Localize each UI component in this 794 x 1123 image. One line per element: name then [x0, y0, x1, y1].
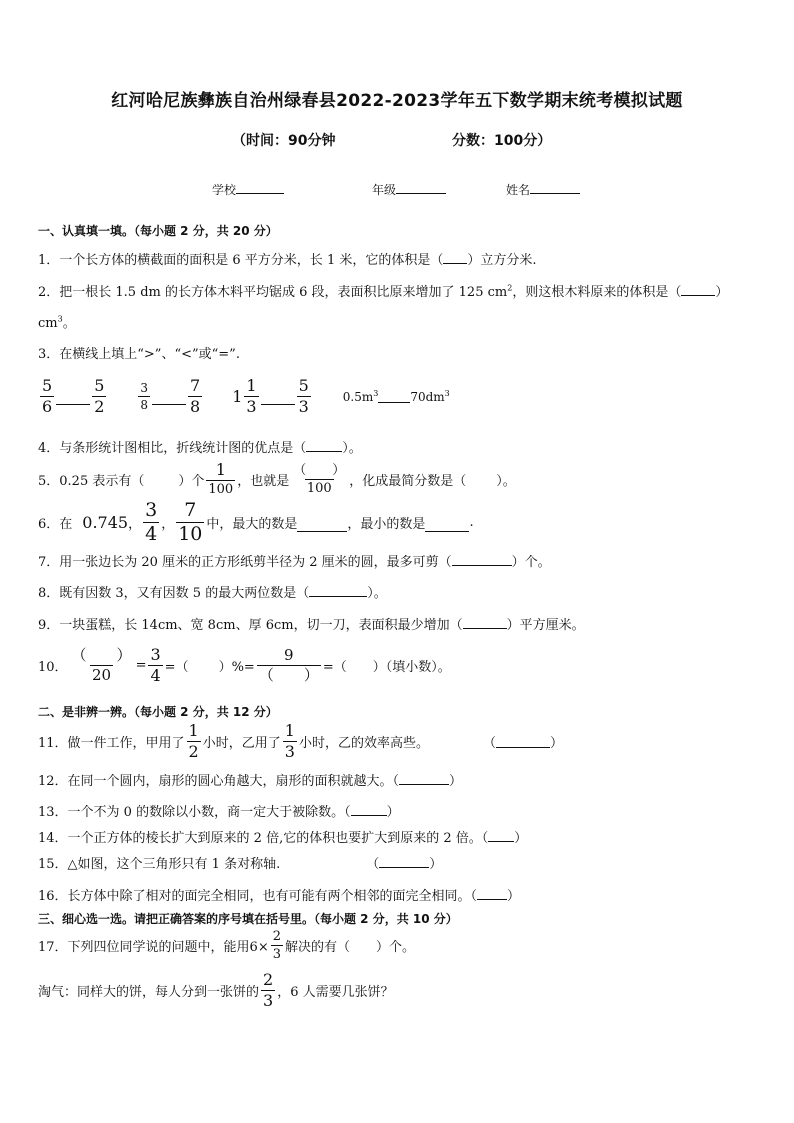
volume-a: $0.5m^3$: [342, 389, 379, 404]
fraction: $\frac{1}{100}$: [208, 460, 234, 497]
name-blank[interactable]: [530, 182, 580, 194]
school-label: 学校: [212, 183, 237, 197]
fraction: $\frac{3}{8}$: [140, 381, 149, 412]
fraction: $\frac{2}{3}$: [272, 929, 281, 962]
fraction: $\frac{5}{6}$: [42, 376, 53, 416]
decimal-value: 0.745: [82, 513, 129, 532]
question-9: 9．一块蛋糕，长 14cm、宽 8cm、厚 6cm，切一刀，表面积最少增加（ ）平方厘米。: [38, 618, 585, 633]
fraction: $\frac{( )}{100}$: [293, 462, 346, 496]
compare-blank[interactable]: [56, 393, 90, 405]
fraction: $\frac{7}{8}$: [190, 376, 201, 416]
fraction: $\frac{1}{3}$: [246, 376, 257, 416]
fraction: $\frac{1}{2}$: [188, 721, 199, 761]
grade-label: 年级: [372, 183, 397, 197]
page-title: 红河哈尼族彝族自治州绿春县2022-2023学年五下数学期末统考模拟试题: [111, 91, 683, 111]
answer-blank[interactable]: [379, 856, 429, 868]
compare-blank[interactable]: [378, 391, 410, 403]
exam-score: 分数：100分）: [452, 133, 552, 149]
whole-number: 1: [232, 387, 243, 406]
question-17: 17．下列四位同学说的问题中，能用6× $\frac{2}{3}$ 解决的有（ ）个。: [38, 929, 416, 962]
section-1-title: 一、认真填一填。（每小题 2 分，共 20 分）: [38, 224, 278, 238]
answer-blank[interactable]: [488, 830, 514, 842]
school-blank[interactable]: [236, 182, 284, 194]
question-10: 10． $\frac{( )}{20}$ = $\frac{3}{4}$ =（ ）%= $\frac{9}{( )}$ =（ ）（填小数）。: [38, 645, 451, 685]
answer-blank[interactable]: [463, 617, 507, 629]
question-12: 12．在同一个圆内，扇形的圆心角越大，扇形的面积就越大。（ ）: [38, 774, 463, 789]
question-8: 8．既有因数 3，又有因数 5 的最大两位数是（ ）。: [38, 586, 387, 601]
answer-blank[interactable]: [443, 252, 467, 264]
volume-b: $70dm^3$: [410, 389, 450, 404]
question-5: 5．0.25 表示有（ ）个 $\frac{1}{100}$ ，也就是 $\frac{( )}{100}$ ，化成最简分数是（ ）。: [38, 460, 516, 497]
compare-blank[interactable]: [261, 393, 295, 405]
fraction: $\frac{2}{3}$: [263, 970, 274, 1010]
answer-blank[interactable]: [297, 520, 347, 532]
fraction: $\frac{1}{3}$: [284, 721, 295, 761]
question-3: 3．在横线上填上“>”、“<”或“=”.: [38, 347, 240, 362]
question-2: 2．把一根长 1.5 dm 的长方体木料平均锯成 6 段，表面积比原来增加了 125 $cm^2$，则这根木料原来的体积是（ ）: [38, 283, 729, 300]
question-2-unit: $cm^3$。: [38, 314, 76, 331]
compare-blank[interactable]: [152, 393, 186, 405]
name-field[interactable]: [506, 181, 580, 198]
answer-blank[interactable]: [306, 440, 342, 452]
answer-blank[interactable]: [399, 773, 449, 785]
fraction: $\frac{3}{4}$: [150, 645, 161, 685]
fraction: $\frac{5}{3}$: [298, 376, 309, 416]
fraction: $\frac{5}{2}$: [94, 376, 105, 416]
section-3-title: 三、细心选一选。请把正确答案的序号填在括号里。（每小题 2 分，共 10 分）: [38, 912, 458, 926]
answer-blank[interactable]: [477, 888, 507, 900]
question-11: 11．做一件工作，甲用了 $\frac{1}{2}$ 小时，乙用了 $\frac{1}{3}$ 小时，乙的效率高些。 （ ）: [38, 721, 563, 761]
answer-blank[interactable]: [309, 585, 367, 597]
question-17-option: 淘气：同样大的饼，每人分到一张饼的 $\frac{2}{3}$ ，6 人需要几张饼？: [38, 970, 394, 1010]
question-13: 13．一个不为 0 的数除以小数，商一定大于被除数。（ ）: [38, 805, 400, 820]
question-7: 7．用一张边长为 20 厘米的正方形纸剪半径为 2 厘米的圆，最多可剪（ ）个。: [38, 555, 551, 570]
answer-blank[interactable]: [425, 520, 469, 532]
question-6: 6．在 0.745 ， $\frac{3}{4}$ ， $\frac{7}{10}$ 中，最大的数是 ，最小的数是 .: [38, 499, 474, 545]
school-field[interactable]: [212, 181, 284, 198]
fraction: $\frac{3}{4}$: [145, 499, 158, 545]
answer-blank[interactable]: [496, 736, 550, 748]
grade-blank[interactable]: [396, 182, 446, 194]
question-1: 1．一个长方体的横截面的面积是 6 平方分米，长 1 米，它的体积是（ ）立方分米.: [38, 253, 537, 268]
name-label: 姓名: [506, 183, 531, 197]
question-16: 16．长方体中除了相对的面完全相同，也有可能有两个相邻的面完全相同。（ ）: [38, 889, 521, 904]
exam-time: （时间：90分钟: [232, 133, 336, 149]
answer-blank[interactable]: [452, 554, 512, 566]
question-4: 4．与条形统计图相比，折线统计图的优点是（ ）。: [38, 441, 362, 456]
fraction: $\frac{7}{10}$: [178, 499, 203, 545]
answer-blank[interactable]: [351, 804, 387, 816]
grade-field[interactable]: [372, 181, 446, 198]
question-14: 14．一个正方体的棱长扩大到原来的 2 倍,它的体积也要扩大到原来的 2 倍。（ ）: [38, 831, 528, 846]
section-2-title: 二、是非辨一辨。（每小题 2 分，共 12 分）: [38, 705, 278, 719]
answer-blank[interactable]: [681, 284, 715, 296]
question-3-comparisons: [38, 378, 450, 415]
fraction: $\frac{( )}{20}$: [71, 646, 132, 684]
question-15: 15．△如图，这个三角形只有 1 条对称轴. （ ）: [38, 857, 443, 872]
fraction: $\frac{9}{( )}$: [258, 646, 319, 684]
